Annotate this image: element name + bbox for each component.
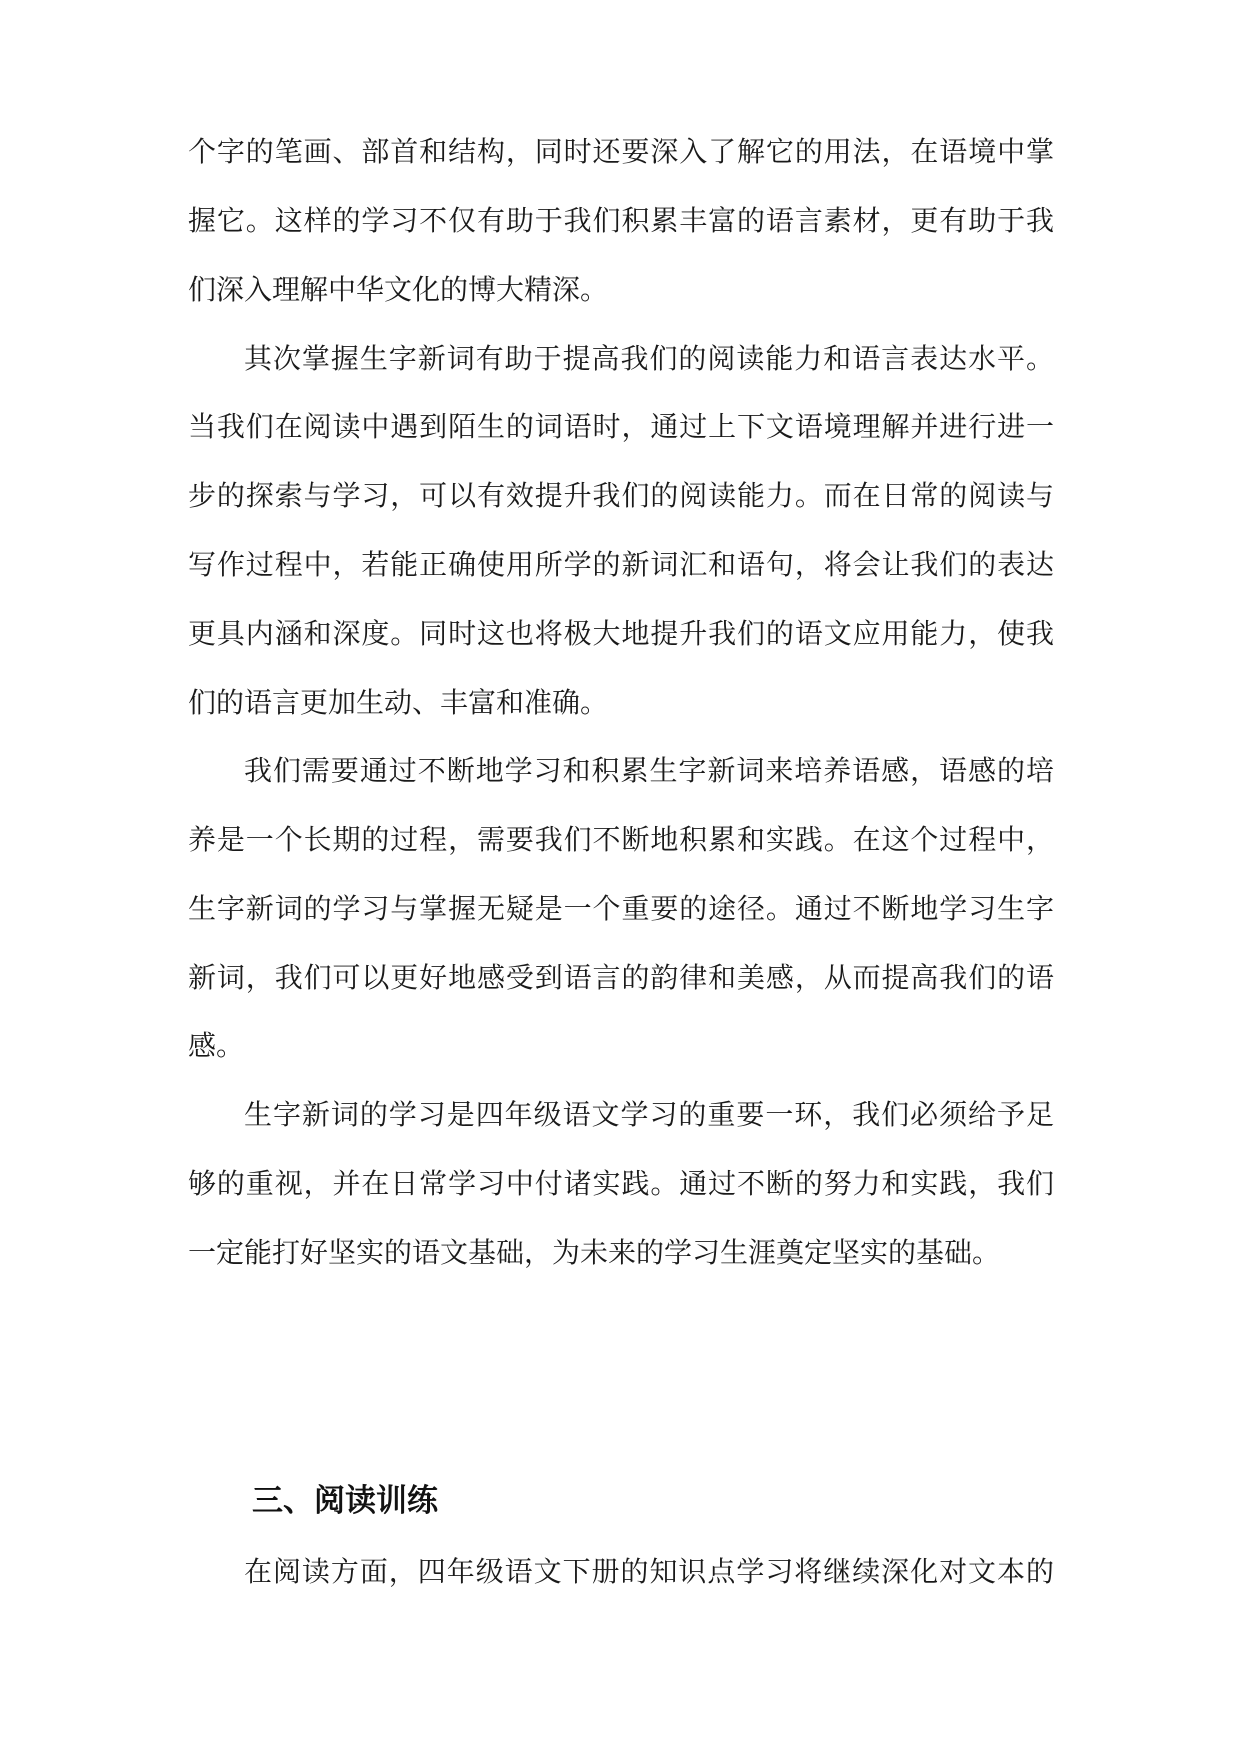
text-line: 步的探索与学习，可以有效提升我们的阅读能力。而在日常的阅读与 [188,479,1054,512]
text-line: 在阅读方面，四年级语文下册的知识点学习将继续深化对文本的 [244,1555,1054,1588]
text-line: 写作过程中，若能正确使用所学的新词汇和语句，将会让我们的表达 [188,548,1054,581]
text-line: 其次掌握生字新词有助于提高我们的阅读能力和语言表达水平。 [244,342,1054,375]
text-line: 生字新词的学习与掌握无疑是一个重要的途径。通过不断地学习生字 [188,892,1054,925]
text-line: 们深入理解中华文化的博大精深。 [188,273,609,306]
text-line: 感。 [188,1029,245,1062]
text-line: 我们需要通过不断地学习和积累生字新词来培养语感，语感的培 [244,754,1054,787]
text-line: 个字的笔画、部首和结构，同时还要深入了解它的用法，在语境中掌 [188,135,1054,168]
text-line: 够的重视，并在日常学习中付诸实践。通过不断的努力和实践，我们 [188,1167,1054,1200]
text-line: 更具内涵和深度。同时这也将极大地提升我们的语文应用能力，使我 [188,617,1054,650]
text-line: 握它。这样的学习不仅有助于我们积累丰富的语言素材，更有助于我 [188,204,1054,237]
text-line: 们的语言更加生动、丰富和准确。 [188,686,609,719]
text-line: 当我们在阅读中遇到陌生的词语时，通过上下文语境理解并进行进一 [188,410,1054,443]
section-heading: 三、阅读训练 [252,1483,438,1519]
text-line: 生字新词的学习是四年级语文学习的重要一环，我们必须给予足 [244,1098,1054,1131]
text-line: 养是一个长期的过程，需要我们不断地积累和实践。在这个过程中， [188,823,1054,856]
text-line: 一定能打好坚实的语文基础，为未来的学习生涯奠定坚实的基础。 [188,1236,1001,1269]
text-line: 新词，我们可以更好地感受到语言的韵律和美感，从而提高我们的语 [188,961,1054,994]
